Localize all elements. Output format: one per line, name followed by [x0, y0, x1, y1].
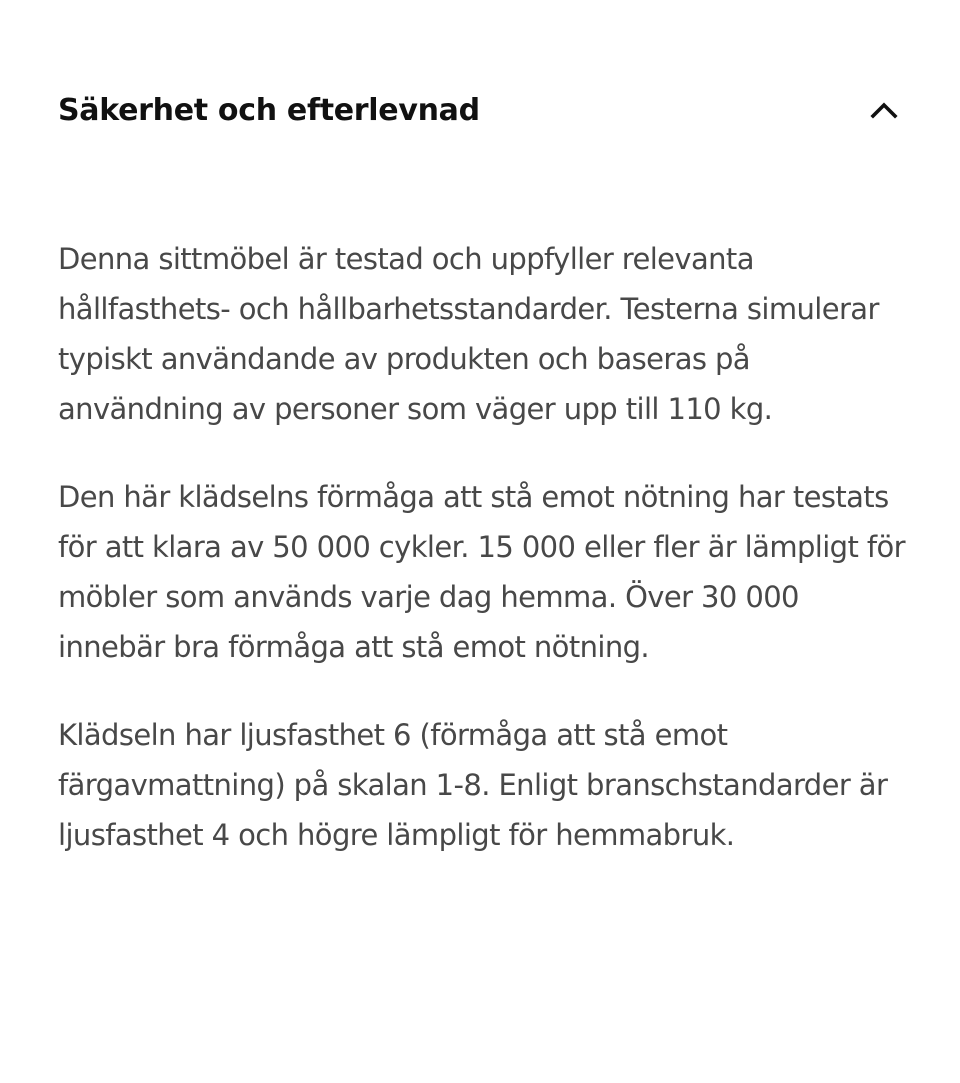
- accordion-title: Säkerhet och efterlevnad: [58, 92, 480, 128]
- paragraph-abrasion-resistance: Den här klädselns förmåga att stå emot nötning har testats för att klara av 50 000 cykler. 15 000 eller fler är lämpligt för möbler som används varje dag hemma. Över 30 000 innebär bra förmåga att stå emot nötning.: [58, 480, 905, 664]
- chevron-up-icon[interactable]: [864, 90, 904, 130]
- accordion-header[interactable]: [58, 76, 902, 144]
- paragraph-light-fastness: Klädseln har ljusfasthet 6 (förmåga att stå emot färgavmattning) på skalan 1-8. Enligt branschstandarder är ljusfasthet 4 och högre lämpligt för hemmabruk.: [58, 718, 888, 852]
- paragraph-strength-standards: Denna sittmöbel är testad och uppfyller relevanta hållfasthets- och hållbarhetsstandarder. Testerna simulerar typiskt användande av produkten och baseras på användning av personer som väger upp till 110 kg.: [58, 242, 879, 426]
- accordion-content: [58, 234, 908, 898]
